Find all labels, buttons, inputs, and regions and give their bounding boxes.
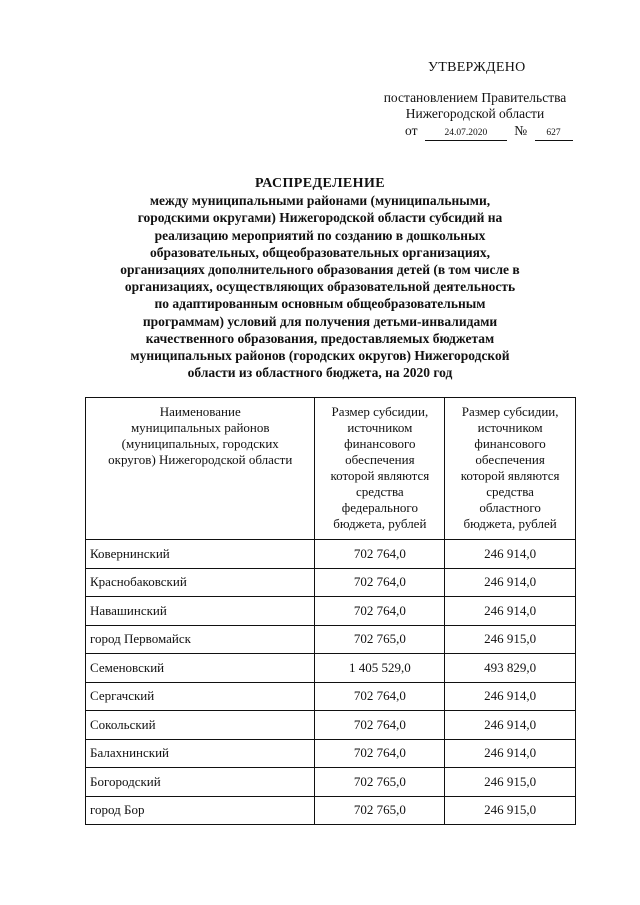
- subtitle-line: образовательных, общеобразовательных организациях,: [149, 244, 491, 260]
- table-row: [86, 654, 576, 683]
- table-row: [86, 540, 576, 569]
- regional-amount: 493 829,0: [445, 654, 576, 683]
- document-heading: [80, 175, 560, 381]
- subtitle-line: качественного образования, предоставляемых бюджетам: [145, 330, 495, 346]
- approval-date: 24.07.2020: [425, 126, 507, 141]
- district-name: Сокольский: [86, 711, 315, 740]
- federal-amount: 1 405 529,0: [315, 654, 445, 683]
- header-line: Размер субсидии,: [461, 404, 559, 419]
- subtitle-line: программам) условий для получения детьми-инвалидами: [142, 313, 498, 329]
- header-line: (муниципальных, городских: [121, 436, 279, 451]
- federal-amount: 702 764,0: [315, 739, 445, 768]
- federal-amount: 702 764,0: [315, 568, 445, 597]
- regional-amount: 246 914,0: [445, 682, 576, 711]
- federal-amount: 702 765,0: [315, 625, 445, 654]
- federal-amount: 702 764,0: [315, 540, 445, 569]
- regional-amount: 246 914,0: [445, 568, 576, 597]
- table-row: [86, 739, 576, 768]
- header-name-column: [86, 398, 315, 540]
- subtitle-line: по адаптированным основным общеобразовательным: [154, 296, 486, 312]
- subsidy-distribution-table: [85, 397, 576, 825]
- regional-amount: 246 915,0: [445, 796, 576, 825]
- approval-date-line: [405, 123, 620, 141]
- number-sign: №: [514, 123, 528, 138]
- header-line: областного: [479, 500, 541, 515]
- district-name: Семеновский: [86, 654, 315, 683]
- federal-amount: 702 764,0: [315, 711, 445, 740]
- table-row: [86, 682, 576, 711]
- header-line: округов) Нижегородской области: [108, 452, 293, 467]
- table-row: [86, 597, 576, 626]
- header-line: обеспечения: [475, 452, 545, 467]
- header-federal-column: [315, 398, 445, 540]
- federal-amount: 702 764,0: [315, 597, 445, 626]
- district-name: Ковернинский: [86, 540, 315, 569]
- district-name: Сергачский: [86, 682, 315, 711]
- subtitle-line: муниципальных районов (городских округов) Нижегородской: [130, 348, 510, 364]
- regional-amount: 246 914,0: [445, 540, 576, 569]
- table-row: [86, 568, 576, 597]
- header-line: финансового: [344, 436, 416, 451]
- approval-block: [370, 60, 620, 141]
- federal-amount: 702 764,0: [315, 682, 445, 711]
- table-row: [86, 625, 576, 654]
- document-subtitle: [80, 192, 560, 381]
- district-name: Богородский: [86, 768, 315, 797]
- regional-amount: 246 914,0: [445, 739, 576, 768]
- header-line: источником: [347, 420, 413, 435]
- header-line: бюджета, рублей: [333, 516, 427, 531]
- subtitle-line: реализацию мероприятий по созданию в дошкольных: [154, 227, 486, 243]
- district-name: Балахнинский: [86, 739, 315, 768]
- header-line: финансового: [474, 436, 546, 451]
- header-line: источником: [477, 420, 543, 435]
- header-line: которой являются: [460, 468, 560, 483]
- table-row: [86, 711, 576, 740]
- regional-amount: 246 915,0: [445, 768, 576, 797]
- header-line: которой являются: [330, 468, 430, 483]
- document-title: РАСПРЕДЕЛЕНИЕ: [255, 176, 385, 191]
- subtitle-line: организациях дополнительного образования детей (в том числе в: [120, 262, 520, 278]
- regional-amount: 246 915,0: [445, 625, 576, 654]
- district-name: город Первомайск: [86, 625, 315, 654]
- subtitle-line: организациях, осуществляющих образовательной деятельность: [124, 279, 516, 295]
- header-line: Размер субсидии,: [331, 404, 429, 419]
- header-line: бюджета, рублей: [463, 516, 557, 531]
- district-name: Краснобаковский: [86, 568, 315, 597]
- subtitle-line: области из областного бюджета, на 2020 год: [187, 365, 453, 381]
- header-regional-column: [445, 398, 576, 540]
- subtitle-line: городскими округами) Нижегородской области субсидий на: [137, 210, 503, 226]
- subtitle-line: между муниципальными районами (муниципальными,: [149, 193, 491, 209]
- header-line: средства: [356, 484, 404, 499]
- regional-amount: 246 914,0: [445, 597, 576, 626]
- district-name: город Бор: [86, 796, 315, 825]
- district-name: Навашинский: [86, 597, 315, 626]
- header-line: федерального: [341, 500, 418, 515]
- approved-label: УТВЕРЖДЕНО: [428, 60, 526, 75]
- federal-amount: 702 765,0: [315, 768, 445, 797]
- regional-amount: 246 914,0: [445, 711, 576, 740]
- approval-authority-line-1: постановлением Правительства: [383, 90, 567, 105]
- federal-amount: 702 765,0: [315, 796, 445, 825]
- header-line: Наименование: [159, 404, 241, 419]
- approval-number: 627: [535, 126, 573, 141]
- table-row: [86, 768, 576, 797]
- header-line: муниципальных районов: [130, 420, 270, 435]
- table-header-row: [86, 398, 576, 540]
- date-prefix: от: [405, 123, 418, 138]
- table-row: [86, 796, 576, 825]
- header-line: обеспечения: [345, 452, 415, 467]
- approval-authority-line-2: Нижегородской области: [405, 106, 545, 121]
- header-line: средства: [486, 484, 534, 499]
